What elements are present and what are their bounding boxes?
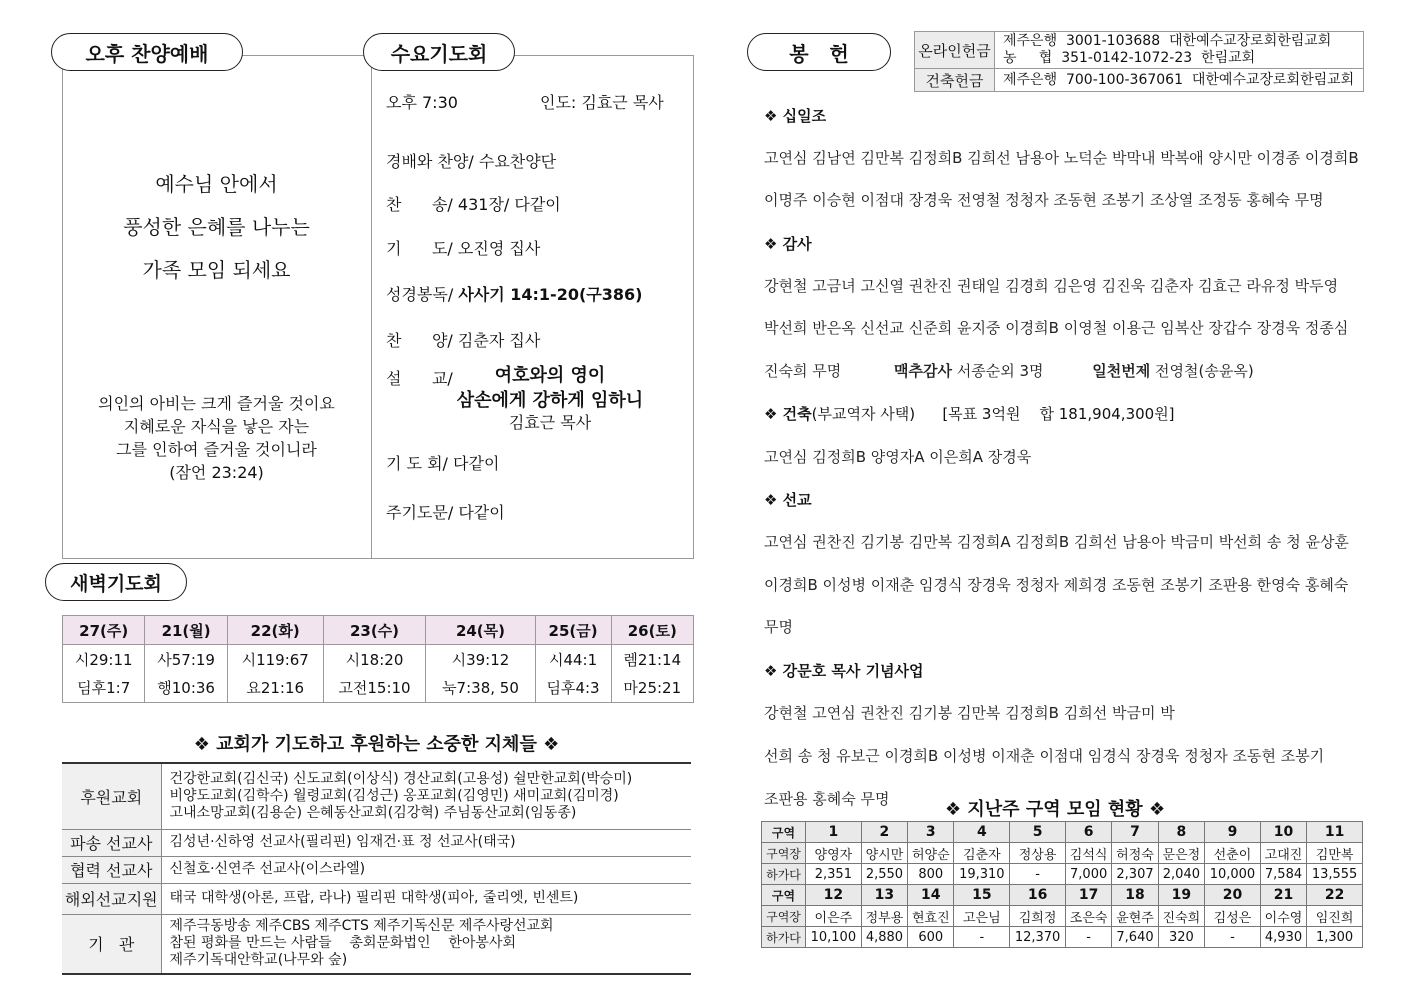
region-row-label: 하가다 [762, 927, 806, 948]
region-number: 17 [1065, 885, 1111, 906]
region-value: 13,555 [1307, 864, 1363, 885]
region-leader: 윤현주 [1112, 906, 1158, 927]
online-offering-label: 온라인헌금 [915, 32, 995, 69]
order-prayer: 기 도/ 오진영 집사 [386, 239, 541, 258]
region-number: 16 [1010, 885, 1066, 906]
scripture-cell: 시119:67 [227, 645, 323, 674]
day-header: 22(화) [227, 616, 323, 645]
region-value: 19,310 [954, 864, 1010, 885]
region-number: 5 [1010, 822, 1066, 843]
region-row-label: 구역 [762, 885, 806, 906]
support-value: 신철호·신연주 선교사(이스라엘) [161, 856, 691, 883]
scripture-cell: 딤후1:7 [63, 674, 145, 703]
region-value: 800 [908, 864, 954, 885]
table-row [63, 674, 694, 703]
region-leader: 양영자 [806, 843, 862, 864]
scripture-cell: 딤후4:3 [535, 674, 611, 703]
region-number: 9 [1205, 822, 1261, 843]
bible-verse [62, 392, 371, 484]
region-leader: 허양순 [908, 843, 954, 864]
tithe-names: 고연심 김남연 김만복 김정희B 김희선 남용아 노덕순 박막내 박복애 양시만 이경종 이경희B [764, 149, 1359, 167]
table-row [62, 883, 691, 914]
region-leader: 고대진 [1260, 843, 1306, 864]
support-label: 협력 선교사 [62, 856, 161, 883]
support-value: 김성년·신하영 선교사(필리핀) 임재건·표 정 선교사(태국) [161, 829, 691, 856]
region-title: ❖ 지난주 구역 모임 현황 ❖ [945, 799, 1166, 820]
region-value: - [954, 927, 1010, 948]
mission-names: 무명 [764, 618, 793, 636]
sermon-title-1: 여호와의 영이 [494, 365, 606, 386]
mission-names: 고연심 권찬진 김기봉 김만복 김정희A 김정희B 김희선 남용아 박금미 박선희 송 청 윤상훈 [764, 533, 1349, 551]
day-header: 27(주) [63, 616, 145, 645]
region-leader: 양시만 [861, 843, 907, 864]
region-value: 2,307 [1112, 864, 1158, 885]
offering-title: 봉 헌 [747, 33, 891, 71]
region-row-label: 하가다 [762, 864, 806, 885]
day-header: 24(목) [426, 616, 535, 645]
scripture-cell: 요21:16 [227, 674, 323, 703]
region-leader: 조은숙 [1065, 906, 1111, 927]
region-number: 20 [1205, 885, 1261, 906]
day-header: 21(월) [145, 616, 227, 645]
region-number: 4 [954, 822, 1010, 843]
table-row [762, 843, 1363, 864]
region-value: 4,880 [861, 927, 907, 948]
sermon-preacher: 김효근 목사 [508, 413, 592, 432]
region-value: 2,351 [806, 864, 862, 885]
region-number: 12 [806, 885, 862, 906]
scripture-cell: 시29:11 [63, 645, 145, 674]
sermon-title-2: 삼손에게 강하게 임하니 [456, 390, 644, 411]
verse-line: 지혜로운 자식을 낳은 자는 [123, 417, 310, 436]
mission-title: ❖ 선교 [764, 491, 812, 509]
thanks-names: 강현철 고금녀 고신열 권찬진 권태일 김경희 김은영 김진욱 김춘자 김효근 라유정 박두영 [764, 277, 1339, 295]
table-row [62, 856, 691, 883]
order-anthem: 찬 양/ 김춘자 집사 [386, 331, 541, 350]
region-leader: 문은정 [1158, 843, 1204, 864]
afternoon-service-title: 오후 찬양예배 [51, 33, 243, 71]
tithe-title: ❖ 십일조 [764, 107, 827, 125]
scripture-cell: 사57:19 [145, 645, 227, 674]
order-praise: 경배와 찬양/ 수요찬양단 [386, 152, 557, 171]
online-offering-accounts: 제주은행 3001-103688 대한예수교장로회한림교회 농 협 351-0142-1072-23 한림교회 [995, 32, 1364, 69]
scripture-cell: 렘21:14 [611, 645, 693, 674]
memorial-names: 조판용 홍혜숙 무명 [764, 790, 890, 808]
memorial-names: 강현철 고연심 권찬진 김기봉 김만복 김정희B 김희선 박금미 박 [764, 704, 1175, 722]
region-leader: 정부용 [861, 906, 907, 927]
support-label: 해외선교지원 [62, 883, 161, 914]
table-row [62, 829, 691, 856]
special-offering-label: 일천번제 [1092, 362, 1151, 380]
region-value: 2,040 [1158, 864, 1204, 885]
region-number: 19 [1158, 885, 1204, 906]
support-label: 후원교회 [62, 763, 161, 829]
region-number: 3 [908, 822, 954, 843]
region-leader: 김만복 [1307, 843, 1363, 864]
region-value: 10,000 [1205, 864, 1261, 885]
wednesday-time: 오후 7:30 [386, 93, 458, 112]
support-value: 태국 대학생(아론, 프랍, 라나) 필리핀 대학생(피아, 줄리엣, 빈센트) [161, 883, 691, 914]
region-value: 320 [1158, 927, 1204, 948]
scripture-cell: 시44:1 [535, 645, 611, 674]
support-value: 제주극동방송 제주CBS 제주CTS 제주기독신문 제주사랑선교회 참된 평화를 만드는 사람들 총회문화법인 한아봉사회 제주기독대안학교(나무와 숲) [161, 914, 691, 974]
verse-reference: (잠언 23:24) [169, 463, 264, 482]
thanks-names: 박선희 반은옥 신선교 신준희 윤지중 이경희B 이영철 이용근 임복산 장갑수 장경욱 정종심 [764, 319, 1349, 337]
region-number: 8 [1158, 822, 1204, 843]
table-row [62, 763, 691, 829]
table-row [762, 885, 1363, 906]
region-value: 1,300 [1307, 927, 1363, 948]
verse-line: 의인의 아비는 크게 즐거울 것이요 [98, 394, 335, 413]
region-leader: 이은주 [806, 906, 862, 927]
region-leader: 정상용 [1010, 843, 1066, 864]
scripture-cell: 시18:20 [323, 645, 426, 674]
region-number: 6 [1065, 822, 1111, 843]
motto-line: 예수님 안에서 [155, 172, 278, 196]
region-value: 10,100 [806, 927, 862, 948]
region-number: 14 [908, 885, 954, 906]
region-value: - [1205, 927, 1261, 948]
region-number: 10 [1260, 822, 1306, 843]
motto-line: 풍성한 은혜를 나누는 [123, 215, 310, 239]
wednesday-leader: 인도: 김효근 목사 [540, 93, 664, 112]
region-number: 11 [1307, 822, 1363, 843]
order-scripture: 성경봉독/ 사사기 14:1-20(구386) [386, 285, 643, 304]
region-value: 7,000 [1065, 864, 1111, 885]
order-prayer-meeting: 기 도 회/ 다같이 [386, 454, 500, 473]
scripture-cell: 고전15:10 [323, 674, 426, 703]
day-header: 26(토) [611, 616, 693, 645]
special-thanks-label: 맥추감사 [894, 362, 952, 380]
region-number: 13 [861, 885, 907, 906]
region-leader: 임진희 [1307, 906, 1363, 927]
column-divider [371, 55, 372, 559]
region-leader: 진숙희 [1158, 906, 1204, 927]
motto [62, 163, 371, 292]
building-title: ❖ 건축(부교역자 사택) [목표 3억원 합 181,904,300원] [764, 405, 1175, 423]
support-label: 파송 선교사 [62, 829, 161, 856]
support-label: 기 관 [62, 914, 161, 974]
mission-names: 이경희B 이성병 이재춘 임경식 장경욱 정청자 제희경 조동현 조봉기 조판용 한영숙 홍혜숙 [764, 576, 1349, 594]
scripture-cell: 마25:21 [611, 674, 693, 703]
region-number: 21 [1260, 885, 1306, 906]
region-leader: 김석식 [1065, 843, 1111, 864]
table-row [915, 69, 1364, 92]
motto-line: 가족 모임 되세요 [142, 258, 291, 282]
support-value: 건강한교회(김신국) 신도교회(이상식) 경산교회(고용성) 쉴만한교회(박승미) 비양도교회(김학수) 월령교회(김성근) 옹포교회(김영민) 새미교회(김미경) 고내소망교회(김용순) 은혜동산교회(김강혁) 주님동산교회(임동종) [161, 763, 691, 829]
region-leader: 허정숙 [1112, 843, 1158, 864]
scripture-cell: 눅7:38, 50 [426, 674, 535, 703]
table-row [915, 32, 1364, 69]
thanks-title: ❖ 감사 [764, 235, 812, 253]
region-leader: 김성은 [1205, 906, 1261, 927]
table-row [62, 914, 691, 974]
region-leader: 현효진 [908, 906, 954, 927]
region-value: 7,640 [1112, 927, 1158, 948]
region-value: 7,584 [1260, 864, 1306, 885]
region-meeting-table [761, 821, 1363, 948]
table-row [762, 906, 1363, 927]
order-sermon-label: 설 교/ [386, 369, 453, 388]
region-value: - [1065, 927, 1111, 948]
dawn-header-row [63, 616, 694, 645]
region-leader: 고은님 [954, 906, 1010, 927]
region-number: 18 [1112, 885, 1158, 906]
region-value: 12,370 [1010, 927, 1066, 948]
support-table [62, 762, 691, 975]
dawn-prayer-title: 새벽기도회 [45, 563, 187, 601]
day-header: 23(수) [323, 616, 426, 645]
region-value: - [1010, 864, 1066, 885]
region-number: 7 [1112, 822, 1158, 843]
tithe-names: 이명주 이승현 이점대 장경욱 전영철 정청자 조동현 조봉기 조상열 조정동 홍혜숙 무명 [764, 191, 1324, 209]
region-number: 2 [861, 822, 907, 843]
region-value: 2,550 [861, 864, 907, 885]
region-number: 22 [1307, 885, 1363, 906]
building-offering-account: 제주은행 700-100-367061 대한예수교장로회한림교회 [995, 69, 1364, 92]
dawn-prayer-table [62, 615, 694, 703]
order-hymn: 찬 송/ 431장/ 다같이 [386, 195, 561, 214]
memorial-title: ❖ 강문호 목사 기념사업 [764, 662, 924, 680]
building-offering-label: 건축헌금 [915, 69, 995, 92]
sermon [430, 363, 670, 433]
thanks-names: 진숙희 무명 맥추감사 서종순외 3명 일천번제 전영철(송윤옥) [764, 362, 1254, 380]
support-title: ❖ 교회가 기도하고 후원하는 소중한 지체들 ❖ [193, 734, 560, 755]
table-row [762, 822, 1363, 843]
offering-accounts-table [914, 31, 1364, 92]
scripture-cell: 시39:12 [426, 645, 535, 674]
region-row-label: 구역 [762, 822, 806, 843]
region-number: 1 [806, 822, 862, 843]
table-row [762, 927, 1363, 948]
scripture-cell: 행10:36 [145, 674, 227, 703]
region-row-label: 구역장 [762, 843, 806, 864]
region-value: 600 [908, 927, 954, 948]
region-leader: 이수영 [1260, 906, 1306, 927]
building-names: 고연심 김정희B 양영자A 이은희A 장경욱 [764, 448, 1032, 466]
memorial-names: 선희 송 청 유보근 이경희B 이성병 이재춘 이점대 임경식 장경욱 정청자 조동현 조봉기 [764, 747, 1325, 765]
region-leader: 선춘이 [1205, 843, 1261, 864]
region-leader: 김희정 [1010, 906, 1066, 927]
region-number: 15 [954, 885, 1010, 906]
verse-line: 그를 인하여 즐거울 것이니라 [116, 440, 317, 459]
table-row [63, 645, 694, 674]
day-header: 25(금) [535, 616, 611, 645]
order-lords-prayer: 주기도문/ 다같이 [386, 503, 505, 522]
region-leader: 김춘자 [954, 843, 1010, 864]
region-row-label: 구역장 [762, 906, 806, 927]
region-value: 4,930 [1260, 927, 1306, 948]
table-row [762, 864, 1363, 885]
wednesday-service-title: 수요기도회 [363, 33, 515, 71]
